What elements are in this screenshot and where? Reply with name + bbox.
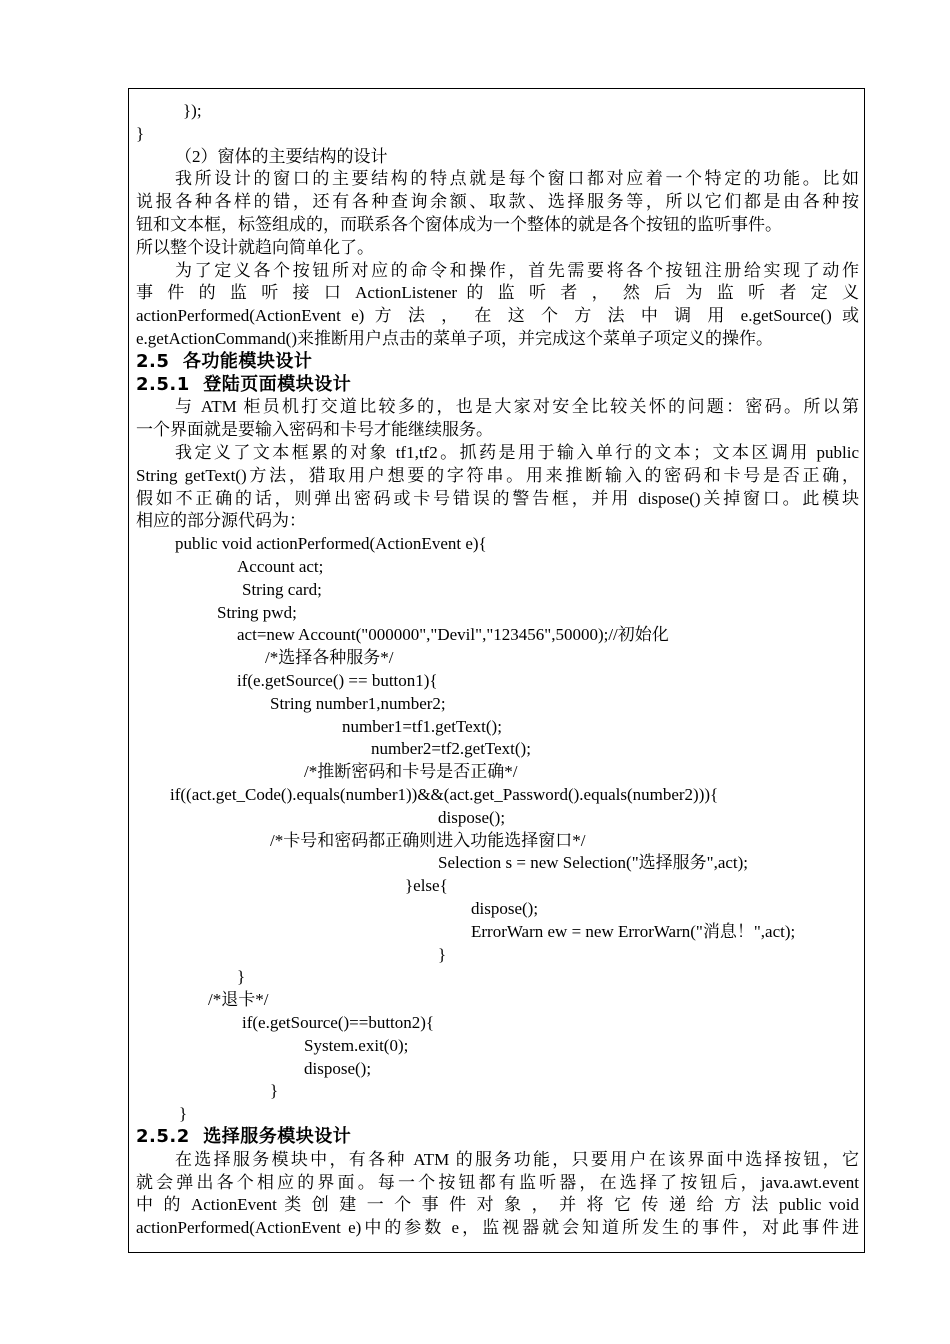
text-line: }); bbox=[183, 101, 202, 120]
text-line: } bbox=[438, 944, 447, 964]
text-line: System.exit(0); bbox=[304, 1035, 409, 1055]
text-line: if((act.get_Code().equals(number1))&&(act.get_Password().equals(number2))){ bbox=[170, 785, 719, 804]
text-line: （2）窗体的主要结构的设计 bbox=[175, 146, 388, 166]
text-line: /*选择各种服务*/ bbox=[265, 648, 394, 668]
text-line: number1=tf1.getText(); bbox=[342, 716, 502, 736]
text-line: dispose(); bbox=[471, 899, 539, 918]
text-line: Account act; bbox=[237, 557, 324, 576]
text-line: } bbox=[136, 123, 145, 143]
text-line: 相应的部分源代码为： bbox=[136, 511, 306, 531]
text-line: } bbox=[237, 967, 246, 987]
text-line: public void actionPerformed(ActionEvent e){ bbox=[175, 534, 487, 554]
text-line: dispose(); bbox=[438, 807, 506, 827]
text-line: }else{ bbox=[405, 876, 448, 896]
text-line: ErrorWarn ew = new ErrorWarn("消息！",act); bbox=[471, 921, 796, 941]
text-line: 中 的 ActionEvent 类 创 建 一 个 事 件 对 象 ， 并 将 它 传 递 给 方 法 public void bbox=[136, 1195, 859, 1215]
text-line: 我所设计的窗口的主要结构的特点就是每个窗口都对应着一个特定的功能。比如 bbox=[175, 169, 859, 189]
text-line: String number1,number2; bbox=[270, 693, 446, 713]
text-line: if(e.getSource()==button2){ bbox=[242, 1013, 435, 1032]
text-line: 事 件 的 监 听 接 口 ActionListener 的 监 听 者 ， 然 后 为 监 听 者 定 义 bbox=[136, 283, 859, 303]
text-line: /*推断密码和卡号是否正确*/ bbox=[304, 762, 518, 782]
text-line: 一个界面就是要输入密码和卡号才能继续服务。 bbox=[136, 420, 493, 440]
text-line: actionPerformed(ActionEvent e)中的参数 e，监视器就会知道所发生的事件，对此事件进 bbox=[136, 1218, 859, 1238]
text-line: 与 ATM 柜员机打交道比较多的，也是大家对安全比较关怀的问题：密码。所以第 bbox=[175, 397, 859, 417]
text-line: } bbox=[179, 1104, 188, 1124]
text-line: e.getActionCommand()来推断用户点击的菜单子项，并完成这个菜单子项定义的操作。 bbox=[136, 329, 773, 348]
section-heading: 2.5.2 选择服务模块设计 bbox=[136, 1126, 352, 1147]
text-line: String pwd; bbox=[217, 602, 297, 622]
text-line: 说报各种各样的错，还有各种查询余额、取款、选择服务等，所以它们都是由各种按 bbox=[136, 192, 859, 212]
text-line: /*退卡*/ bbox=[208, 990, 269, 1010]
text-line: 就会弹出各个相应的界面。每一个按钮都有监听器，在选择了按钮后，java.awt.event bbox=[136, 1172, 859, 1192]
text-line: } bbox=[270, 1081, 279, 1101]
text-line: dispose(); bbox=[304, 1058, 372, 1078]
text-line: number2=tf2.getText(); bbox=[371, 739, 531, 759]
text-line: String getText()方法，猎取用户想要的字符串。用来推断输入的密码和卡号是否正确， bbox=[136, 465, 859, 485]
text-line: actionPerformed(ActionEvent e) 方 法 ， 在 这 个 方 法 中 调 用 e.getSource() 或 bbox=[136, 306, 859, 326]
text-line: Selection s = new Selection("选择服务",act); bbox=[438, 853, 749, 873]
text-line: 在选择服务模块中，有各种 ATM 的服务功能，只要用户在该界面中选择按钮，它 bbox=[175, 1149, 859, 1169]
text-line: 假如不正确的话，则弹出密码或卡号错误的警告框，并用 dispose()关掉窗口。此模块 bbox=[136, 488, 859, 508]
text-line: String card; bbox=[242, 579, 322, 599]
text-line: 我定义了文本框累的对象 tf1,tf2。抓药是用于输入单行的文本；文本区调用 public bbox=[175, 443, 859, 462]
text-line: if(e.getSource() == button1){ bbox=[237, 671, 438, 690]
section-heading: 2.5.1 登陆页面模块设计 bbox=[136, 373, 352, 395]
section-heading: 2.5 各功能模块设计 bbox=[136, 350, 313, 372]
text-line: 为了定义各个按钮所对应的命令和操作，首先需要将各个按钮注册给实现了动作 bbox=[175, 260, 859, 280]
text-line: 钮和文本框，标签组成的，而联系各个窗体成为一个整体的就是各个按钮的监听事件。 bbox=[136, 215, 782, 234]
text-line: act=new Account("000000","Devil","123456",50000);//初始化 bbox=[237, 625, 669, 645]
text-line: 所以整个设计就趋向简单化了。 bbox=[136, 237, 374, 257]
text-line: /*卡号和密码都正确则进入功能选择窗口*/ bbox=[270, 830, 586, 850]
